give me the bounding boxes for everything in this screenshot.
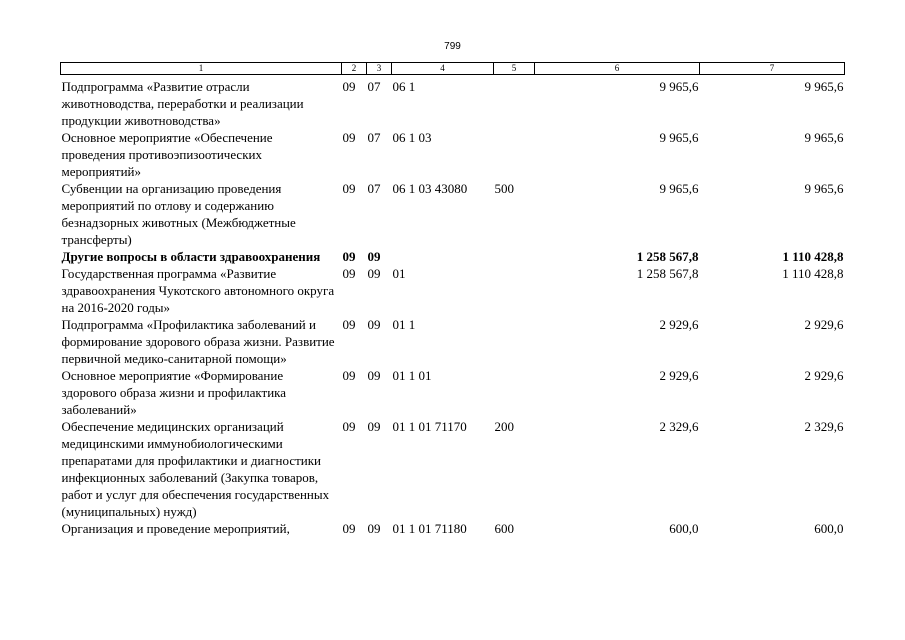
row-amount-1: 2 929,6 bbox=[659, 317, 699, 332]
row-amount-1: 9 965,6 bbox=[659, 79, 699, 94]
row-subsection: 09 bbox=[367, 249, 381, 264]
row-amount-2: 9 965,6 bbox=[804, 130, 844, 145]
header-col-2: 2 bbox=[342, 63, 367, 75]
row-subsection: 09 bbox=[367, 266, 381, 281]
table-row bbox=[61, 180, 845, 248]
row-expense-type bbox=[494, 248, 535, 265]
row-expense-type bbox=[494, 367, 535, 418]
row-section: 09 bbox=[342, 419, 356, 434]
row-amount-2: 2 929,6 bbox=[804, 368, 844, 383]
row-amount-1: 2 929,6 bbox=[659, 368, 699, 383]
table-row bbox=[61, 248, 845, 265]
table-row bbox=[61, 367, 845, 418]
row-target-article: 01 1 bbox=[392, 317, 416, 332]
header-row bbox=[61, 63, 845, 75]
table-header bbox=[61, 63, 845, 75]
header-col-1: 1 bbox=[61, 63, 342, 75]
header-col-5: 5 bbox=[494, 63, 535, 75]
row-name: Основное мероприятие «Формирование здорового образа жизни и профилактика заболеваний» bbox=[61, 368, 287, 417]
row-amount-1: 2 329,6 bbox=[659, 419, 699, 434]
row-name: Основное мероприятие «Обеспечение проведения противоэпизоотических мероприятий» bbox=[61, 130, 273, 179]
row-subsection: 09 bbox=[367, 368, 381, 383]
row-amount-1: 9 965,6 bbox=[659, 130, 699, 145]
row-amount-1: 600,0 bbox=[669, 521, 699, 536]
table-row bbox=[61, 265, 845, 316]
row-amount-1: 1 258 567,8 bbox=[636, 266, 699, 281]
row-target-article: 01 1 01 bbox=[392, 368, 432, 383]
table-row bbox=[61, 520, 845, 537]
row-amount-2: 2 329,6 bbox=[804, 419, 844, 434]
row-expense-type bbox=[494, 75, 535, 130]
row-target-article: 06 1 bbox=[392, 79, 416, 94]
row-section: 09 bbox=[342, 249, 356, 264]
row-amount-2: 9 965,6 bbox=[804, 181, 844, 196]
row-subsection: 09 bbox=[367, 419, 381, 434]
table-row bbox=[61, 129, 845, 180]
row-section: 09 bbox=[342, 368, 356, 383]
row-expense-type: 500 bbox=[494, 181, 514, 196]
row-name: Организация и проведение мероприятий, bbox=[61, 521, 290, 536]
row-subsection: 07 bbox=[367, 130, 381, 145]
row-name: Подпрограмма «Профилактика заболеваний и формирование здорового образа жизни. Развитие первичной медико-санитарной помощи» bbox=[61, 317, 335, 366]
table-row bbox=[61, 316, 845, 367]
row-name: Подпрограмма «Развитие отрасли животноводства, переработки и реализации продукции животноводства» bbox=[61, 79, 304, 128]
row-subsection: 07 bbox=[367, 181, 381, 196]
row-section: 09 bbox=[342, 317, 356, 332]
row-amount-2: 600,0 bbox=[814, 521, 844, 536]
header-col-6: 6 bbox=[535, 63, 700, 75]
row-target-article: 06 1 03 bbox=[392, 130, 432, 145]
row-name: Субвенции на организацию проведения мероприятий по отлову и содержанию безнадзорных животных (Межбюджетные трансферты) bbox=[61, 181, 296, 247]
row-target-article bbox=[392, 248, 494, 265]
row-subsection: 09 bbox=[367, 317, 381, 332]
table-row bbox=[61, 75, 845, 130]
row-target-article: 06 1 03 43080 bbox=[392, 181, 468, 196]
budget-table bbox=[60, 62, 845, 537]
page-number: 799 bbox=[444, 41, 461, 52]
row-section: 09 bbox=[342, 130, 356, 145]
row-section: 09 bbox=[342, 521, 356, 536]
table-body bbox=[61, 75, 845, 538]
row-target-article: 01 1 01 71180 bbox=[392, 521, 467, 536]
row-name: Государственная программа «Развитие здравоохранения Чукотского автономного округа на 2016-2020 годы» bbox=[61, 266, 335, 315]
table-row bbox=[61, 418, 845, 520]
row-amount-1: 9 965,6 bbox=[659, 181, 699, 196]
row-name: Обеспечение медицинских организаций медицинскими иммунобиологическими препаратами для профилактики и диагностики инфекционных заболеваний (Закупка товаров, работ и услуг для обеспечения государственных (муниципальных) нужд) bbox=[61, 419, 330, 519]
row-section: 09 bbox=[342, 79, 356, 94]
header-col-4: 4 bbox=[392, 63, 494, 75]
row-amount-1: 1 258 567,8 bbox=[636, 249, 699, 264]
header-col-3: 3 bbox=[367, 63, 392, 75]
header-col-7: 7 bbox=[700, 63, 845, 75]
row-expense-type bbox=[494, 129, 535, 180]
row-name: Другие вопросы в области здравоохранения bbox=[61, 249, 321, 264]
row-amount-2: 2 929,6 bbox=[804, 317, 844, 332]
row-expense-type bbox=[494, 265, 535, 316]
row-amount-2: 9 965,6 bbox=[804, 79, 844, 94]
row-amount-2: 1 110 428,8 bbox=[782, 266, 844, 281]
row-section: 09 bbox=[342, 266, 356, 281]
row-expense-type: 200 bbox=[494, 419, 514, 434]
row-expense-type: 600 bbox=[494, 521, 514, 536]
row-subsection: 09 bbox=[367, 521, 381, 536]
row-expense-type bbox=[494, 316, 535, 367]
row-amount-2: 1 110 428,8 bbox=[782, 249, 844, 264]
row-subsection: 07 bbox=[367, 79, 381, 94]
row-target-article: 01 bbox=[392, 266, 406, 281]
row-target-article: 01 1 01 71170 bbox=[392, 419, 467, 434]
row-section: 09 bbox=[342, 181, 356, 196]
